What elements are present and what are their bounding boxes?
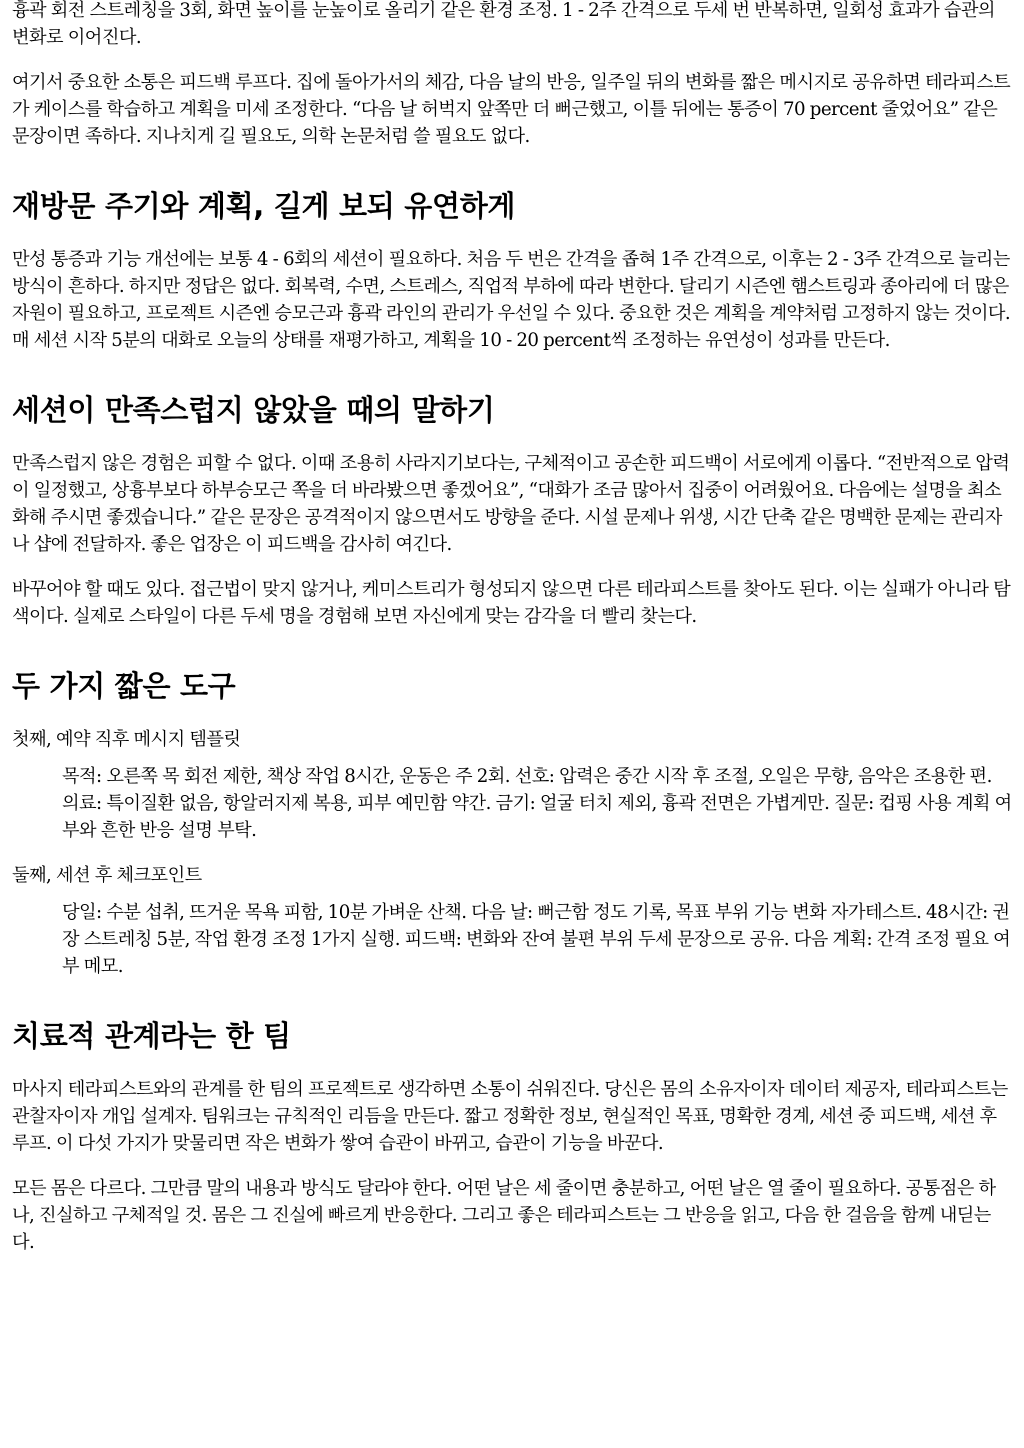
paragraph-team-project: 마사지 테라피스트와의 관계를 한 팀의 프로젝트로 생각하면 소통이 쉬워진다. 당신은 몸의 소유자이자 데이터 제공자, 테라피스트는 관찰자이자 개입 설계자. 팀워크는 규칙적인 리듬을 만든다. 짧고 정확한 정보, 현실적인 목표, 명확한 경계, 세션 중 피드백, 세션 후 루프. 이 다섯 가지가 맞물리면 작은 변화가 쌓여 습관이 바뀌고, 습관이 기능을 바꾼다.	[12, 1079, 1008, 1154]
paragraph-intro-stretching: 흉곽 회전 스트레칭을 3회, 화면 높이를 눈높이로 올리기 같은 환경 조정. 1 - 2주 간격으로 두세 번 반복하면, 일회성 효과가 습관의 변화로 이어진다.	[12, 0, 995, 48]
heading-two-tools: 두 가지 짧은 도구	[12, 669, 236, 703]
tool-label-message-template: 첫째, 예약 직후 메시지 템플릿	[12, 729, 241, 750]
paragraph-feedback-loop: 여기서 중요한 소통은 피드백 루프다. 집에 돌아가서의 체감, 다음 날의 반응, 일주일 뒤의 변화를 짧은 메시지로 공유하면 테라피스트가 케이스를 학습하고 계획을 미세 조정한다. “다음 날 허벅지 앞쪽만 더 뻐근했고, 이틀 뒤에는 통증이 70 percent 줄었어요” 같은 문장이면 족하다. 지나치게 길 필요도, 의학 논문처럼 쓸 필요도 없다.	[12, 72, 1011, 147]
tool-body-message-template: 목적: 오른쪽 목 회전 제한, 책상 작업 8시간, 운동은 주 2회. 선호: 압력은 중간 시작 후 조절, 오일은 무향, 음악은 조용한 편. 의료: 특이질환 없음, 항알러지제 복용, 피부 예민함 약간. 금기: 얼굴 터치 제외, 흉곽 전면은 가볍게만. 질문: 컵핑 사용 계획 여부와 흔한 반응 설명 부탁.	[62, 766, 1012, 841]
tool-body-checkpoint: 당일: 수분 섭취, 뜨거운 목욕 피함, 10분 가벼운 산책. 다음 날: 뻐근함 정도 기록, 목표 부위 기능 변화 자가테스트. 48시간: 권장 스트레칭 5분, 작업 환경 조정 1가지 실행. 피드백: 변화와 잔여 불편 부위 두세 문장으로 공유. 다음 계획: 간격 조정 필요 여부 메모.	[62, 902, 1011, 977]
heading-unsatisfied-session: 세션이 만족스럽지 않았을 때의 말하기	[12, 393, 495, 427]
paragraph-every-body-different: 모든 몸은 다르다. 그만큼 말의 내용과 방식도 달라야 한다. 어떤 날은 세 줄이면 충분하고, 어떤 날은 열 줄이 필요하다. 공통점은 하나, 진실하고 구체적일 것. 몸은 그 진실에 빠르게 반응한다. 그리고 좋은 테라피스트는 그 반응을 읽고, 다음 한 걸음을 함께 내딛는다.	[12, 1178, 996, 1253]
heading-therapeutic-team: 치료적 관계라는 한 팀	[12, 1019, 291, 1053]
paragraph-revisit-plan: 만성 통증과 기능 개선에는 보통 4 - 6회의 세션이 필요하다. 처음 두 번은 간격을 좁혀 1주 간격으로, 이후는 2 - 3주 간격으로 늘리는 방식이 흔하다. 하지만 정답은 없다. 회복력, 수면, 스트레스, 직업적 부하에 따라 변한다. 달리기 시즌엔 햄스트링과 종아리에 더 많은 자원이 필요하고, 프로젝트 시즌엔 승모근과 흉곽 라인의 관리가 우선일 수 있다. 중요한 것은 계획을 계약처럼 고정하지 않는 것이다. 매 세션 시작 5분의 대화로 오늘의 상태를 재평가하고, 계획을 10 - 20 percent씩 조정하는 유연성이 성과를 만든다.	[12, 249, 1011, 351]
heading-revisit-plan: 재방문 주기와 계획, 길게 보되 유연하게	[12, 189, 516, 223]
tool-label-checkpoint: 둘째, 세션 후 체크포인트	[12, 865, 202, 886]
paragraph-unsatisfied-feedback: 만족스럽지 않은 경험은 피할 수 없다. 이때 조용히 사라지기보다는, 구체적이고 공손한 피드백이 서로에게 이롭다. “전반적으로 압력이 일정했고, 상흉부보다 하부승모근 쪽을 더 바라봤으면 좋겠어요”, “대화가 조금 많아서 집중이 어려웠어요. 다음에는 설명을 최소화해 주시면 좋겠습니다.” 같은 문장은 공격적이지 않으면서도 방향을 준다. 시설 문제나 위생, 시간 단축 같은 명백한 문제는 관리자나 샵에 전달하자. 좋은 업장은 이 피드백을 감사히 여긴다.	[12, 453, 1010, 555]
paragraph-change-therapist: 바꾸어야 할 때도 있다. 접근법이 맞지 않거나, 케미스트리가 형성되지 않으면 다른 테라피스트를 찾아도 된다. 이는 실패가 아니라 탐색이다. 실제로 스타일이 다른 두세 명을 경험해 보면 자신에게 맞는 감각을 더 빨리 찾는다.	[12, 579, 1011, 627]
